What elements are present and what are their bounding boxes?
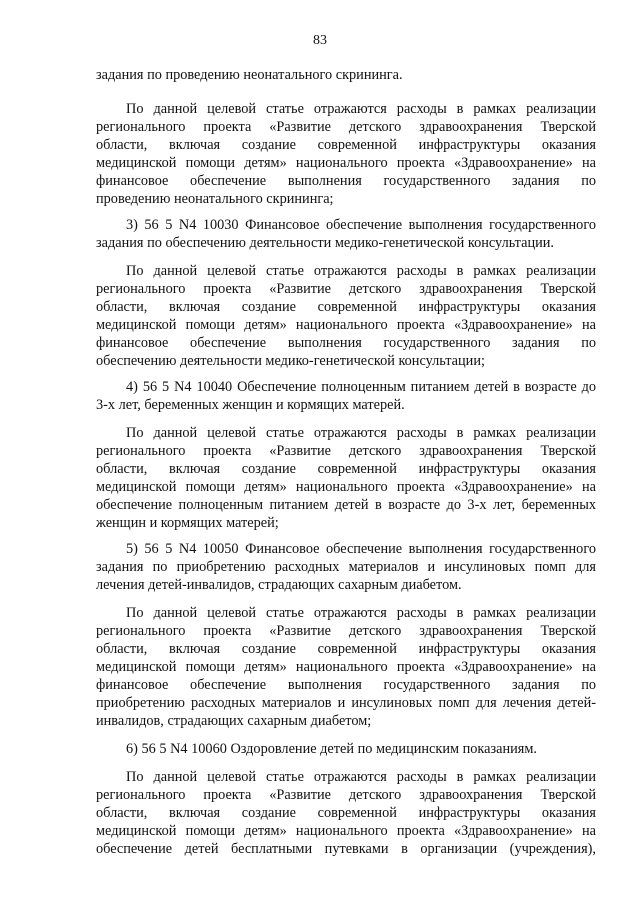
page-number: 83 [313,33,327,48]
text-line: обеспечение детей бесплатными путевками в организации (учреждения), [96,841,596,857]
text-line: области, включая создание современной инфраструктуры оказания [96,137,596,153]
text-line: регионального проекта «Развитие детского здравоохранения Тверской [96,787,596,803]
text-line: 4) 56 5 N4 10040 Обеспечение полноценным питанием детей в возрасте до [126,379,596,395]
text-line: инвалидов, страдающих сахарным диабетом; [96,713,372,729]
text-line: медицинской помощи детям» национального проекта «Здравоохранение» на [96,659,596,675]
text-line: задания по обеспечению деятельности медико-генетической консультации. [96,235,554,251]
text-line: регионального проекта «Развитие детского здравоохранения Тверской [96,443,596,459]
text-line: 5) 56 5 N4 10050 Финансовое обеспечение выполнения государственного [126,541,596,557]
text-line: По данной целевой статье отражаются расходы в рамках реализации [126,101,596,117]
text-line: медицинской помощи детям» национального проекта «Здравоохранение» на [96,479,596,495]
text-line: области, включая создание современной инфраструктуры оказания [96,461,596,477]
text-line: проведению неонатального скрининга; [96,191,334,207]
text-line: области, включая создание современной инфраструктуры оказания [96,805,596,821]
text-line: 6) 56 5 N4 10060 Оздоровление детей по медицинским показаниям. [126,741,537,757]
text-line: финансовое обеспечение выполнения государственного задания по [96,335,596,351]
text-line: обеспечению деятельности медико-генетической консультации; [96,353,485,369]
text-line: По данной целевой статье отражаются расходы в рамках реализации [126,769,596,785]
text-line: обеспечение полноценным питанием детей в возрасте до 3-х лет, беременных [96,497,596,513]
text-line: регионального проекта «Развитие детского здравоохранения Тверской [96,623,596,639]
text-line: женщин и кормящих матерей; [96,515,279,531]
text-line: регионального проекта «Развитие детского здравоохранения Тверской [96,281,596,297]
text-line: медицинской помощи детям» национального проекта «Здравоохранение» на [96,823,596,839]
text-line: области, включая создание современной инфраструктуры оказания [96,641,596,657]
text-line: По данной целевой статье отражаются расходы в рамках реализации [126,263,596,279]
text-line: По данной целевой статье отражаются расходы в рамках реализации [126,425,596,441]
text-line: области, включая создание современной инфраструктуры оказания [96,299,596,315]
text-line: По данной целевой статье отражаются расходы в рамках реализации [126,605,596,621]
text-line: задания по проведению неонатального скрининга. [96,67,403,83]
text-line: медицинской помощи детям» национального проекта «Здравоохранение» на [96,317,596,333]
text-line: финансовое обеспечение выполнения государственного задания по [96,173,596,189]
text-line: задания по приобретению расходных материалов и инсулиновых помп для [96,559,596,575]
text-line: финансовое обеспечение выполнения государственного задания по [96,677,596,693]
text-line: 3) 56 5 N4 10030 Финансовое обеспечение выполнения государственного [126,217,596,233]
text-line: приобретению расходных материалов и инсулиновых помп для лечения детей- [96,695,596,711]
text-line: лечения детей-инвалидов, страдающих сахарным диабетом. [96,577,462,593]
text-line: 3-х лет, беременных женщин и кормящих матерей. [96,397,405,413]
text-line: регионального проекта «Развитие детского здравоохранения Тверской [96,119,596,135]
text-line: медицинской помощи детям» национального проекта «Здравоохранение» на [96,155,596,171]
